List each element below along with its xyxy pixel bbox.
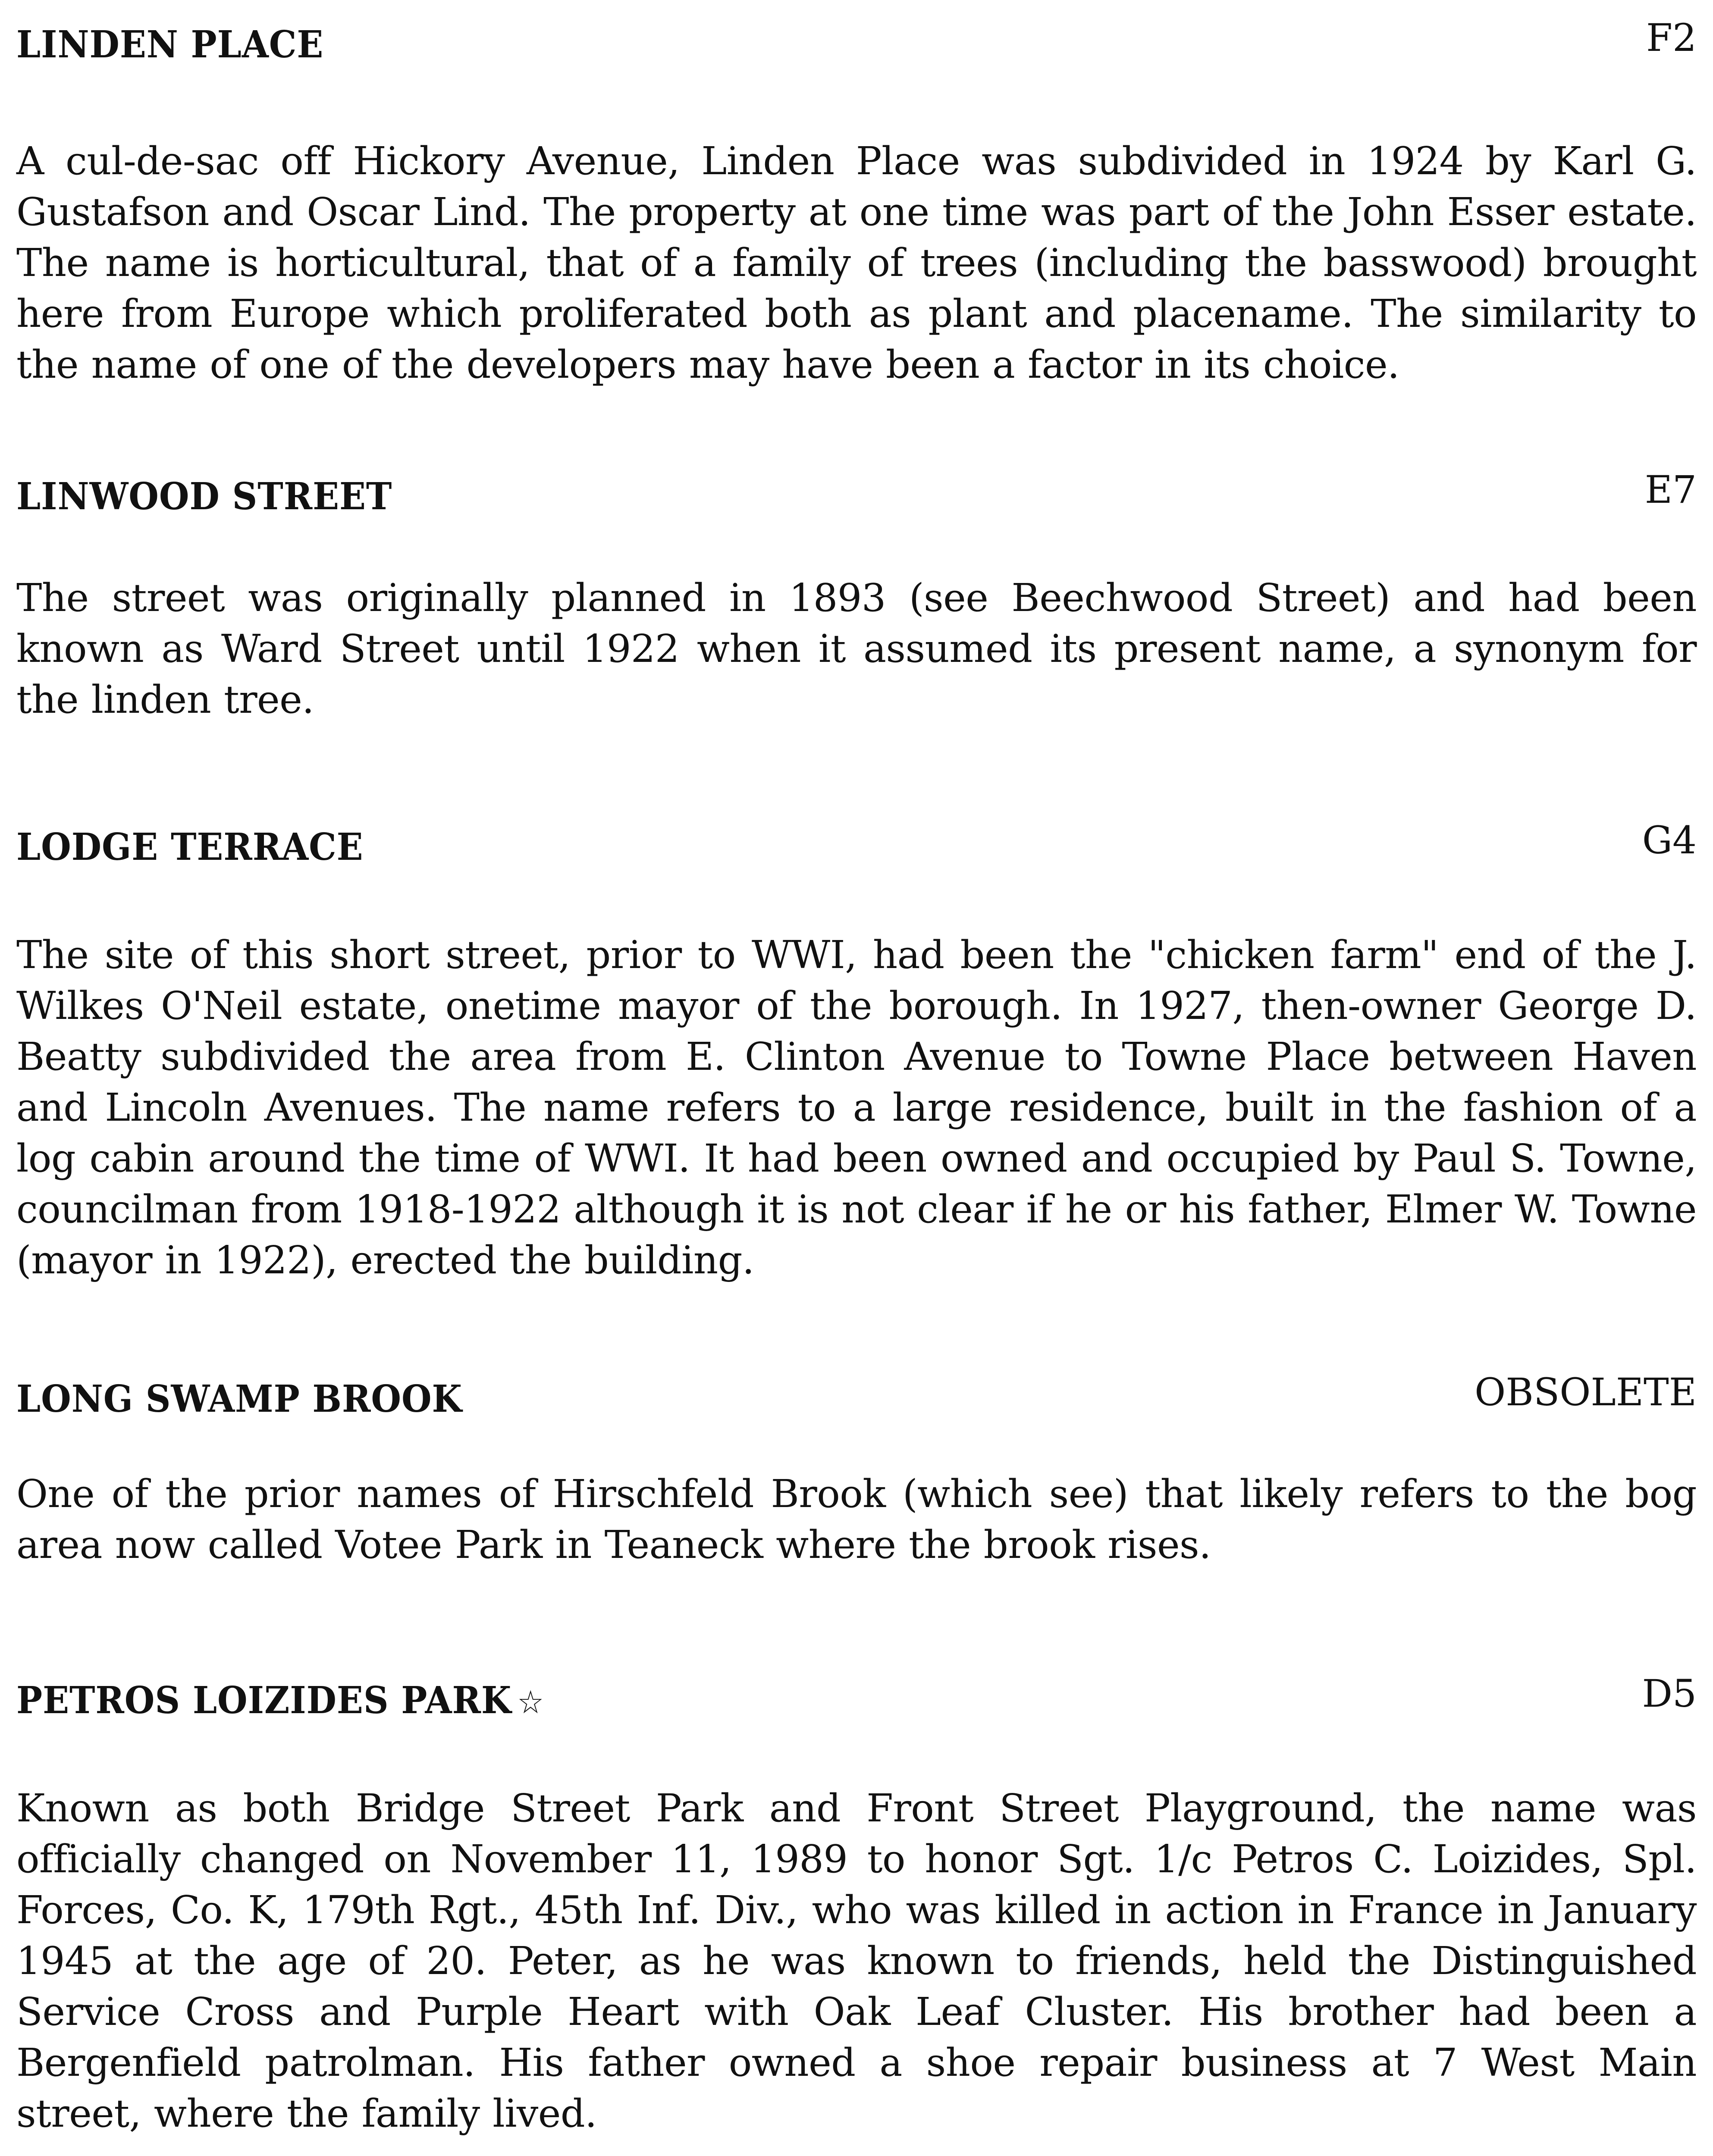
entry-header <box>16 1370 1697 1425</box>
map-grid-code: E7 <box>1644 467 1697 512</box>
map-grid-code: F2 <box>1646 16 1697 60</box>
obsolete-label: OBSOLETE <box>1475 1370 1697 1414</box>
entry-title: PETROS LOIZIDES PARK <box>16 1679 512 1722</box>
entry-linden-place <box>16 16 1697 390</box>
map-grid-code: D5 <box>1642 1671 1697 1716</box>
entry-title: LODGE TERRACE <box>16 825 364 869</box>
entry-lodge-terrace <box>16 818 1697 1285</box>
entry-description: The site of this short street, prior to WWI, had been the "chicken farm" end of the J. Wilkes O'Neil estate, onetime mayor of the borough. In 1927, then-owner George D. Beatty subdivided the area from E. Clinton Avenue to Towne Place between Haven and Lincoln Avenues. The name refers to a large residence, built in the fashion of a log cabin around the time of WWI. It had been owned and occupied by Paul S. Towne, councilman from 1918-1922 although it is not clear if he or his father, Elmer W. Towne (mayor in 1922), erected the building. <box>16 932 1697 1282</box>
entry-title: LINDEN PLACE <box>16 23 324 66</box>
entry-header <box>16 1671 1697 1727</box>
entry-header <box>16 16 1697 71</box>
entry-title: LINWOOD STREET <box>16 475 392 518</box>
star-icon: ☆ <box>517 1684 545 1721</box>
entry-title-wrapper <box>16 1675 544 1728</box>
entry-linwood-street <box>16 467 1697 725</box>
entry-petros-loizides-park <box>16 1671 1697 2139</box>
entry-header <box>16 818 1697 873</box>
entry-header <box>16 467 1697 523</box>
entry-title: LONG SWAMP BROOK <box>16 1377 463 1421</box>
entry-description: A cul-de-sac off Hickory Avenue, Linden Place was subdivided in 1924 by Karl G. Gustafson and Oscar Lind. The property at one time was part of the John Esser estate. The name is horticultural, that of a family of trees (including the basswood) brought here from Europe which proliferated both as plant and placename. The similarity to the name of one of the developers may have been a factor in its choice. <box>16 138 1697 387</box>
entry-description: One of the prior names of Hirschfeld Brook (which see) that likely refers to the bog area now called Votee Park in Teaneck where the brook rises. <box>16 1471 1697 1567</box>
entry-description: The street was originally planned in 1893 (see Beechwood Street) and had been known as Ward Street until 1922 when it assumed its present name, a synonym for the linden tree. <box>16 575 1697 722</box>
entry-long-swamp-brook <box>16 1370 1697 1570</box>
entry-description: Known as both Bridge Street Park and Front Street Playground, the name was officially changed on November 11, 1989 to honor Sgt. 1/c Petros C. Loizides, Spl. Forces, Co. K, 179th Rgt., 45th Inf. Div., who was killed in action in France in January 1945 at the age of 20. Peter, as he was known to friends, held the Distinguished Service Cross and Purple Heart with Oak Leaf Cluster. His brother had been a Bergenfield patrolman. His father owned a shoe repair business at 7 West Main street, where the family lived. <box>16 1786 1697 2136</box>
map-grid-code: G4 <box>1642 818 1697 862</box>
